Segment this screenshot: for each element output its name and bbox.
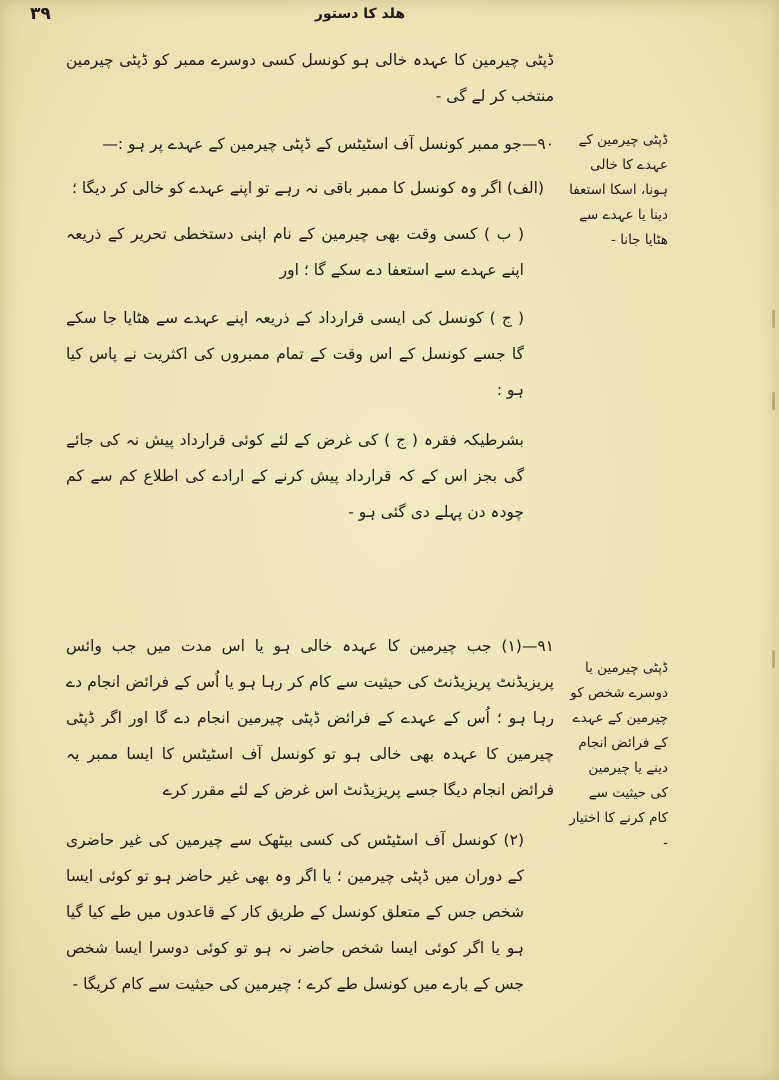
margin-note-91-text: ڈپٹی چیرمین یا دوسرے شخص کو چیرمین کے عہدے کے فرائض انجام دینے یا چیرمین کی حیثیت سے کام کرنے کا اختیار - bbox=[569, 660, 668, 851]
page-number: ۳۹ bbox=[30, 4, 51, 24]
running-header-title: ھلد کا دستور bbox=[314, 6, 406, 22]
section-90-clause-c: ( ج ) کونسل کی ایسی قرارداد کے ذریعہ اپنے عہدے سے ھٹایا جا سکے گا جسے کونسل کے اس وقت کے تمام ممبروں کی اکثریت نے پاس کیا ہو : bbox=[66, 309, 524, 399]
main-column-top bbox=[66, 42, 554, 114]
section-90 bbox=[66, 126, 554, 530]
page-edge-mark bbox=[772, 310, 775, 328]
section-90-intro: ۹۰—جو ممبر کونسل آف اسٹیٹس کے ڈپٹی چیرمین کے عہدے پر ہو :— bbox=[102, 135, 554, 153]
paragraph-top: ڈپٹی چیرمین کا عہدہ خالی ہو کونسل کسی دوسرے ممبر کو ڈپٹی چیرمین منتخب کر لے گی - bbox=[66, 51, 554, 105]
section-91 bbox=[66, 628, 554, 1002]
section-90-clause-b: ( ب ) کسی وقت بھی چیرمین کے نام اپنی دستخطی تحریر کے ذریعہ اپنے عہدے سے استعفا دے سکے گا ؛ اور bbox=[66, 225, 524, 279]
section-90-proviso: بشرطیکہ فقرہ ( ج ) کی غرض کے لئے کوئی قرارداد پیش نہ کی جائے گی بجز اس کے کہ قرارداد پیش کرنے کے ارادے کی اطلاع کم سے کم چودہ دن پہلے دی گئی ہو - bbox=[66, 431, 524, 521]
margin-note-90-text: ڈپٹی چیرمین کے عہدے کا خالی ہونا، اسکا استعفا دینا یا عہدے سے ھٹایا جانا - bbox=[569, 132, 668, 248]
margin-note-91 bbox=[568, 656, 668, 856]
page-edge-mark bbox=[772, 650, 775, 668]
margin-note-90 bbox=[568, 128, 668, 253]
section-90-clause-a: (الف) اگر وہ کونسل کا ممبر باقی نہ رہے تو اپنے عہدے کو خالی کر دیگا ؛ bbox=[71, 179, 544, 197]
section-91-subsection-2: (۲) کونسل آف اسٹیٹس کی کسی بیٹھک سے چیرمین کی غیر حاضری کے دوران میں ڈپٹی چیرمین ؛ یا اگر وہ بھی غیر حاضر ہو تو کوئی ایسا شخص جس کے متعلق کونسل کے طریق کار کے قاعدوں میں طے کیا گیا ہو یا اگر کوئی ایسا شخص حاضر نہ ہو تو کوئی دوسرا ایسا شخص جس کے بارے میں کونسل طے کرے ؛ چیرمین کی حیثیت سے کام کریگا - bbox=[66, 831, 524, 993]
section-91-subsection-1: ۹۱—(۱) جب چیرمین کا عہدہ خالی ہو یا اس مدت میں جب وائس پریزیڈنٹ پریزیڈنٹ کی حیثیت سے کام کر رہا ہو یا اُس کے فرائض انجام دے رہا ہو ؛ اُس کے عہدے کے فرائض ڈپٹی چیرمین انجام دے گا اور اگر ڈپٹی چیرمین کا عہدہ بھی خالی ہو تو کونسل آف اسٹیٹس کا ایسا ممبر یہ فرائض انجام دیگا جسے پریزیڈنٹ اس غرض کے لئے مقرر کرے bbox=[66, 637, 554, 799]
page-edge-mark bbox=[772, 392, 775, 410]
